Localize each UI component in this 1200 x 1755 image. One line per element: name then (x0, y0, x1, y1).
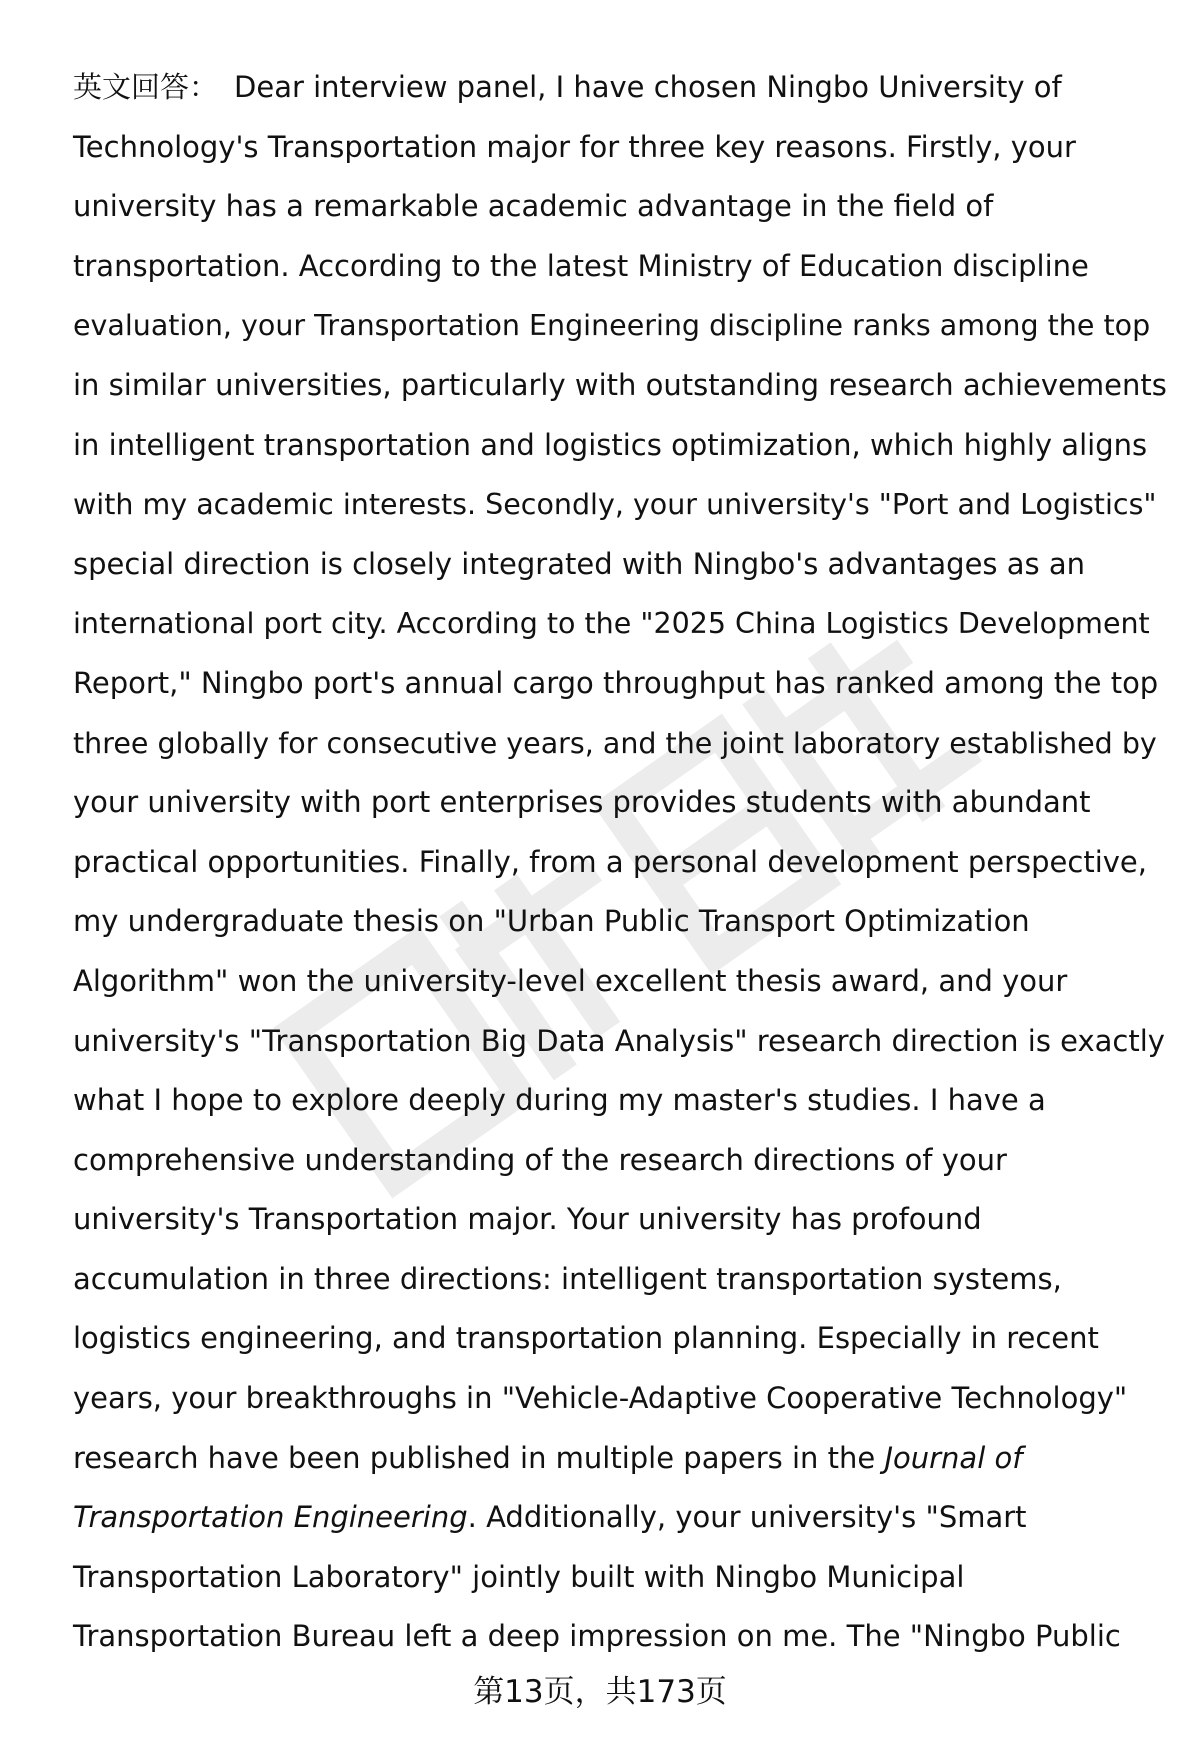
text-line-25 (73, 1488, 1168, 1548)
text-line-27: Transportation Bureau left a deep impression on me. The "Ningbo Public (73, 1619, 1121, 1654)
text-line-26: Transportation Laboratory" jointly built with Ningbo Municipal (73, 1559, 965, 1594)
text-line-5: evaluation, your Transportation Engineering discipline ranks among the top (73, 309, 1151, 343)
text-line-6: in similar universities, particularly with outstanding research achievements (73, 367, 1167, 402)
journal-title-part-2: Transportation Engineering (73, 1500, 468, 1535)
page-number-footer: 第13页，共173页 (473, 1674, 727, 1710)
text-line-22: logistics engineering, and transportation planning. Especially in recent (73, 1321, 1099, 1356)
text-line-8: with my academic interests. Secondly, your university's "Port and Logistics" (73, 488, 1157, 522)
text-line-12: three globally for consecutive years, and the joint laboratory established by (73, 726, 1157, 760)
text-line-21: accumulation in three directions: intelligent transportation systems, (73, 1261, 1062, 1296)
answer-text-block (73, 58, 1168, 1667)
line-text: research have been published in multiple papers in the (73, 1440, 885, 1475)
text-line-4: transportation. According to the latest Ministry of Education discipline (73, 248, 1089, 283)
text-line-2: Technology's Transportation major for three key reasons. Firstly, your (73, 129, 1076, 164)
text-line-14: practical opportunities. Finally, from a personal development perspective, (73, 844, 1147, 879)
journal-title-part-1: Journal of (884, 1440, 1023, 1475)
answer-label: 英文回答： (73, 70, 219, 104)
text-line-16: Algorithm" won the university-level excellent thesis award, and your (73, 963, 1068, 998)
text-line-24 (73, 1429, 1168, 1489)
text-line-13: your university with port enterprises provides students with abundant (73, 785, 1091, 820)
text-line-7: in intelligent transportation and logistics optimization, which highly aligns (73, 427, 1148, 462)
line-text: Dear interview panel, I have chosen Ningbo University of (234, 70, 1062, 104)
text-line-9: special direction is closely integrated with Ningbo's advantages as an (73, 546, 1086, 581)
text-line-17: university's "Transportation Big Data Analysis" research direction is exactly (73, 1023, 1165, 1058)
text-line-19: comprehensive understanding of the research directions of your (73, 1142, 1007, 1177)
text-line-20: university's Transportation major. Your university has profound (73, 1202, 982, 1237)
text-line-23: years, your breakthroughs in "Vehicle-Adaptive Cooperative Technology" (73, 1381, 1128, 1416)
text-line-1 (73, 58, 1168, 118)
line-text: . Additionally, your university's "Smart (467, 1500, 1027, 1535)
text-line-11: Report," Ningbo port's annual cargo throughput has ranked among the top (73, 665, 1159, 700)
text-line-10: international port city. According to the "2025 China Logistics Development (73, 607, 1150, 641)
text-line-3: university has a remarkable academic advantage in the field of (73, 189, 994, 224)
text-line-15: my undergraduate thesis on "Urban Public Transport Optimization (73, 904, 1030, 939)
text-line-18: what I hope to explore deeply during my master's studies. I have a (73, 1083, 1046, 1118)
